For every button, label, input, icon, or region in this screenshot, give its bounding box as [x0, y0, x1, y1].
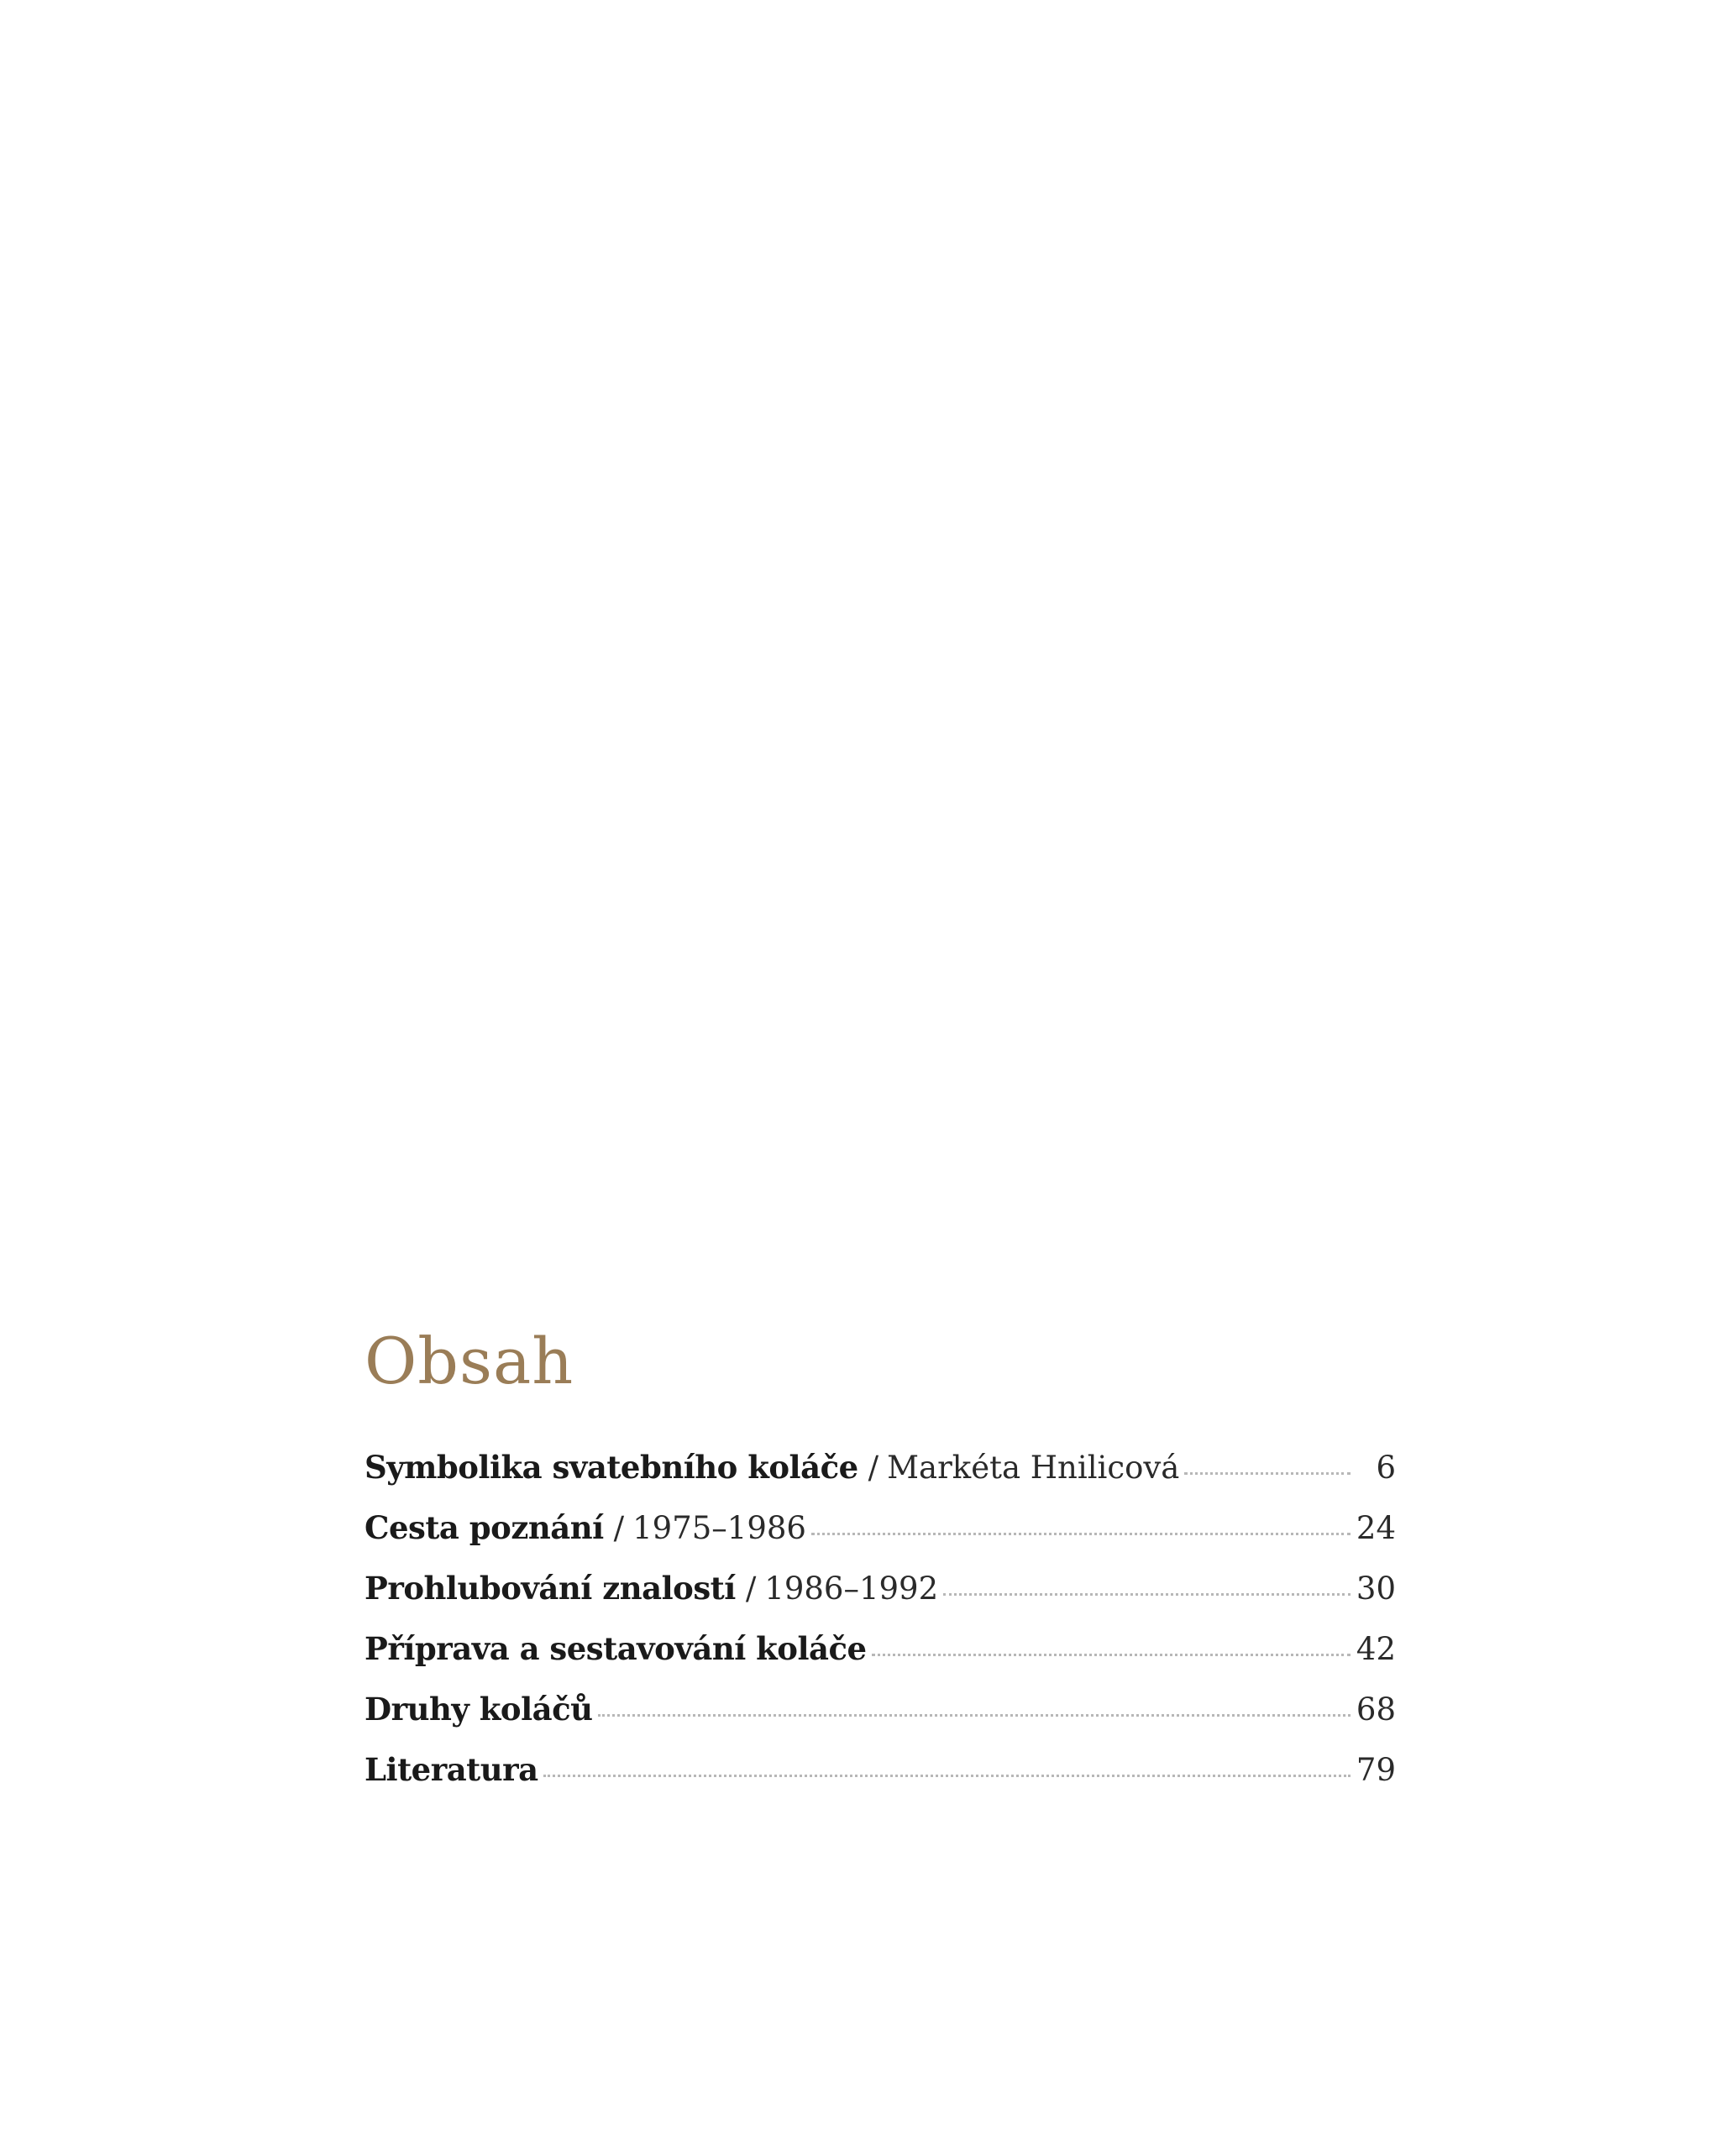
toc-entry-title: Cesta poznání	[365, 1509, 604, 1546]
toc-entry[interactable]	[365, 1751, 1396, 1812]
toc-entry-title: Symbolika svatebního koláče	[365, 1449, 858, 1486]
toc-entry-separator: /	[745, 1571, 757, 1607]
toc-entry-page-number: 24	[1356, 1510, 1396, 1546]
toc-entry-page-number: 79	[1356, 1752, 1396, 1788]
dot-leader	[872, 1654, 1351, 1656]
toc-entry[interactable]	[365, 1509, 1396, 1570]
toc-entry[interactable]	[365, 1630, 1396, 1691]
toc-entry-separator: /	[613, 1510, 625, 1546]
dot-leader	[543, 1775, 1351, 1777]
toc-entry-page-number: 30	[1356, 1571, 1396, 1607]
toc-entry-subtitle: Markéta Hnilicová	[887, 1450, 1180, 1486]
dot-leader	[1184, 1472, 1351, 1475]
toc-entry-page-number: 6	[1376, 1450, 1396, 1486]
toc-entry[interactable]	[365, 1449, 1396, 1509]
toc-entry-title: Literatura	[365, 1751, 538, 1788]
table-of-contents	[365, 1323, 1396, 1812]
toc-entry[interactable]	[365, 1691, 1396, 1751]
toc-entry-page-number: 68	[1356, 1691, 1396, 1728]
toc-entry-page-number: 42	[1356, 1631, 1396, 1667]
dot-leader	[943, 1593, 1351, 1596]
toc-entry-title: Druhy koláčů	[365, 1691, 593, 1728]
toc-entry-subtitle: 1975–1986	[632, 1510, 806, 1546]
toc-list	[365, 1449, 1396, 1812]
toc-entry-subtitle: 1986–1992	[764, 1571, 939, 1607]
dot-leader	[811, 1533, 1351, 1535]
dot-leader	[598, 1714, 1351, 1717]
toc-entry-title: Prohlubování znalostí	[365, 1570, 736, 1607]
toc-entry-separator: /	[868, 1450, 879, 1486]
toc-entry[interactable]	[365, 1570, 1396, 1630]
toc-entry-title: Příprava a sestavování koláče	[365, 1630, 867, 1667]
toc-heading: Obsah	[365, 1324, 574, 1398]
